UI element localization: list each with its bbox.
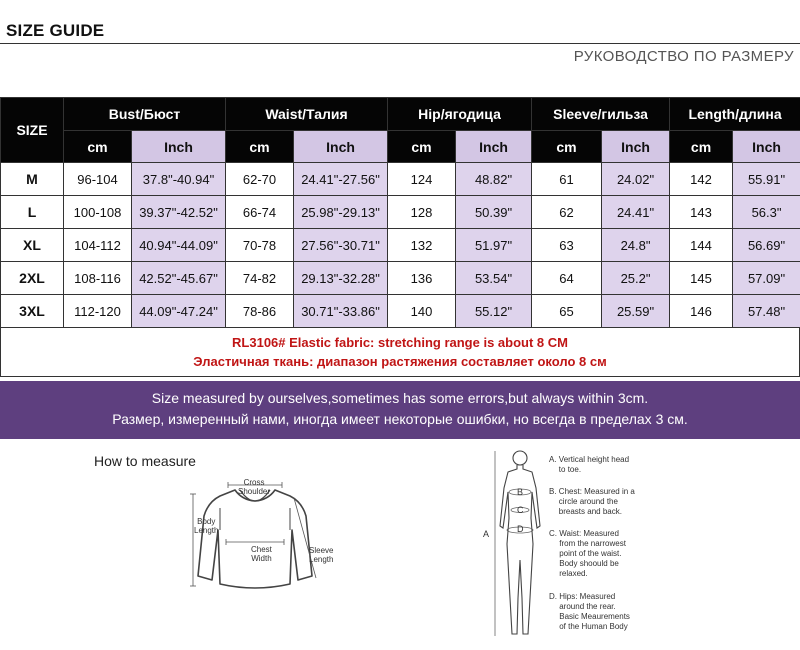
title-divider — [0, 43, 800, 44]
table-group-header-row — [1, 98, 800, 131]
page-subtitle: РУКОВОДСТВО ПО РАЗМЕРУ — [573, 48, 794, 65]
unit-inch-header: Inch — [294, 131, 388, 163]
inch-value-cell: 50.39" — [456, 196, 532, 229]
inch-value-cell: 42.52"-45.67" — [132, 262, 226, 295]
inch-value-cell: 51.97" — [456, 229, 532, 262]
inch-value-cell: 56.69" — [733, 229, 800, 262]
human-body-diagram — [490, 448, 550, 643]
inch-value-cell: 53.54" — [456, 262, 532, 295]
table-row — [1, 196, 800, 229]
sleeve-length-label: Sleeve Length — [309, 546, 334, 564]
table-row — [1, 163, 800, 196]
how-to-measure-heading: How to measure — [94, 453, 196, 469]
inch-value-cell: 55.91" — [733, 163, 800, 196]
bust-header: Bust/Бюст — [64, 98, 226, 131]
marker-b: B — [517, 487, 524, 497]
inch-value-cell: 56.3" — [733, 196, 800, 229]
legend-item-c — [549, 529, 626, 579]
inch-value-cell: 40.94"-44.09" — [132, 229, 226, 262]
inch-value-cell: 24.02" — [602, 163, 670, 196]
size-column-header: SIZE — [1, 98, 64, 163]
unit-cm-header: cm — [388, 131, 456, 163]
cm-value-cell: 66-74 — [226, 196, 294, 229]
inch-value-cell: 37.8"-40.94" — [132, 163, 226, 196]
inch-value-cell: 29.13"-32.28" — [294, 262, 388, 295]
inch-value-cell: 55.12" — [456, 295, 532, 328]
chest-width-label: Chest Width — [251, 545, 272, 563]
cm-value-cell: 140 — [388, 295, 456, 328]
legend-text: Hips: Measured around the rear. Basic Meaurements of the Human Body — [559, 592, 630, 631]
inch-value-cell: 25.2" — [602, 262, 670, 295]
inch-value-cell: 57.09" — [733, 262, 800, 295]
inch-value-cell: 30.71"-33.86" — [294, 295, 388, 328]
size-cell: 2XL — [1, 262, 64, 295]
cross-shoulder-label: Cross Shoulder — [238, 478, 271, 496]
size-cell: XL — [1, 229, 64, 262]
cm-value-cell: 142 — [670, 163, 733, 196]
legend-key: C. — [549, 529, 557, 538]
legend-key: B. — [549, 487, 557, 496]
inch-value-cell: 48.82" — [456, 163, 532, 196]
legend-key: A. — [549, 455, 557, 464]
table-row — [1, 262, 800, 295]
inch-value-cell: 39.37"-42.52" — [132, 196, 226, 229]
sleeve-header: Sleeve/гильза — [532, 98, 670, 131]
size-table-body — [1, 163, 800, 328]
size-cell: L — [1, 196, 64, 229]
cm-value-cell: 108-116 — [64, 262, 132, 295]
cm-value-cell: 63 — [532, 229, 602, 262]
legend-item-b — [549, 487, 635, 517]
cm-value-cell: 124 — [388, 163, 456, 196]
hip-header: Hip/ягодица — [388, 98, 532, 131]
fabric-note — [0, 327, 800, 377]
table-row — [1, 229, 800, 262]
unit-inch-header: Inch — [456, 131, 532, 163]
cm-value-cell: 62 — [532, 196, 602, 229]
inch-value-cell: 44.09"-47.24" — [132, 295, 226, 328]
cm-value-cell: 144 — [670, 229, 733, 262]
cm-value-cell: 146 — [670, 295, 733, 328]
cm-value-cell: 145 — [670, 262, 733, 295]
cm-value-cell: 104-112 — [64, 229, 132, 262]
size-cell: 3XL — [1, 295, 64, 328]
fabric-note-english: RL3106# Elastic fabric: stretching range is about 8 CM — [232, 335, 568, 350]
unit-inch-header: Inch — [132, 131, 226, 163]
inch-value-cell: 24.8" — [602, 229, 670, 262]
cm-value-cell: 74-82 — [226, 262, 294, 295]
size-table-container — [0, 97, 800, 328]
cm-value-cell: 62-70 — [226, 163, 294, 196]
legend-key: D. — [549, 592, 557, 601]
legend-item-a — [549, 455, 629, 475]
fabric-note-russian: Эластичная ткань: диапазон растяжения составляет около 8 см — [193, 354, 607, 369]
unit-cm-header: cm — [532, 131, 602, 163]
inch-value-cell: 25.98"-29.13" — [294, 196, 388, 229]
disclaimer-english: Size measured by ourselves,sometimes has some errors,but always within 3cm. — [151, 390, 649, 406]
cm-value-cell: 70-78 — [226, 229, 294, 262]
cm-value-cell: 112-120 — [64, 295, 132, 328]
body-length-label: Body Length — [194, 517, 219, 535]
unit-cm-header: cm — [64, 131, 132, 163]
page-title: SIZE GUIDE — [6, 21, 105, 40]
marker-a: A — [483, 529, 490, 539]
unit-cm-header: cm — [226, 131, 294, 163]
waist-header: Waist/Талия — [226, 98, 388, 131]
legend-text: Chest: Measured in a circle around the breasts and back. — [558, 487, 635, 516]
inch-value-cell: 25.59" — [602, 295, 670, 328]
inch-value-cell: 24.41" — [602, 196, 670, 229]
cm-value-cell: 136 — [388, 262, 456, 295]
unit-inch-header: Inch — [733, 131, 800, 163]
size-table — [0, 97, 800, 328]
marker-c: C — [517, 505, 524, 515]
unit-cm-header: cm — [670, 131, 733, 163]
measurement-disclaimer-banner — [0, 381, 800, 439]
legend-text: Vertical height head to toe. — [558, 455, 630, 474]
marker-d: D — [517, 524, 524, 534]
table-unit-header-row — [1, 131, 800, 163]
size-cell: M — [1, 163, 64, 196]
cm-value-cell: 128 — [388, 196, 456, 229]
cm-value-cell: 65 — [532, 295, 602, 328]
inch-value-cell: 24.41"-27.56" — [294, 163, 388, 196]
table-row — [1, 295, 800, 328]
cm-value-cell: 100-108 — [64, 196, 132, 229]
legend-text: Waist: Measured from the narrowest point of the waist. Body shoould be relaxed. — [559, 529, 626, 578]
length-header: Length/длина — [670, 98, 800, 131]
cm-value-cell: 132 — [388, 229, 456, 262]
disclaimer-russian: Размер, измеренный нами, иногда имеет некоторые ошибки, но всегда в пределах 3 см. — [112, 411, 688, 427]
cm-value-cell: 96-104 — [64, 163, 132, 196]
cm-value-cell: 78-86 — [226, 295, 294, 328]
cm-value-cell: 61 — [532, 163, 602, 196]
legend-item-d — [549, 592, 630, 632]
unit-inch-header: Inch — [602, 131, 670, 163]
cm-value-cell: 143 — [670, 196, 733, 229]
inch-value-cell: 57.48" — [733, 295, 800, 328]
cm-value-cell: 64 — [532, 262, 602, 295]
inch-value-cell: 27.56"-30.71" — [294, 229, 388, 262]
